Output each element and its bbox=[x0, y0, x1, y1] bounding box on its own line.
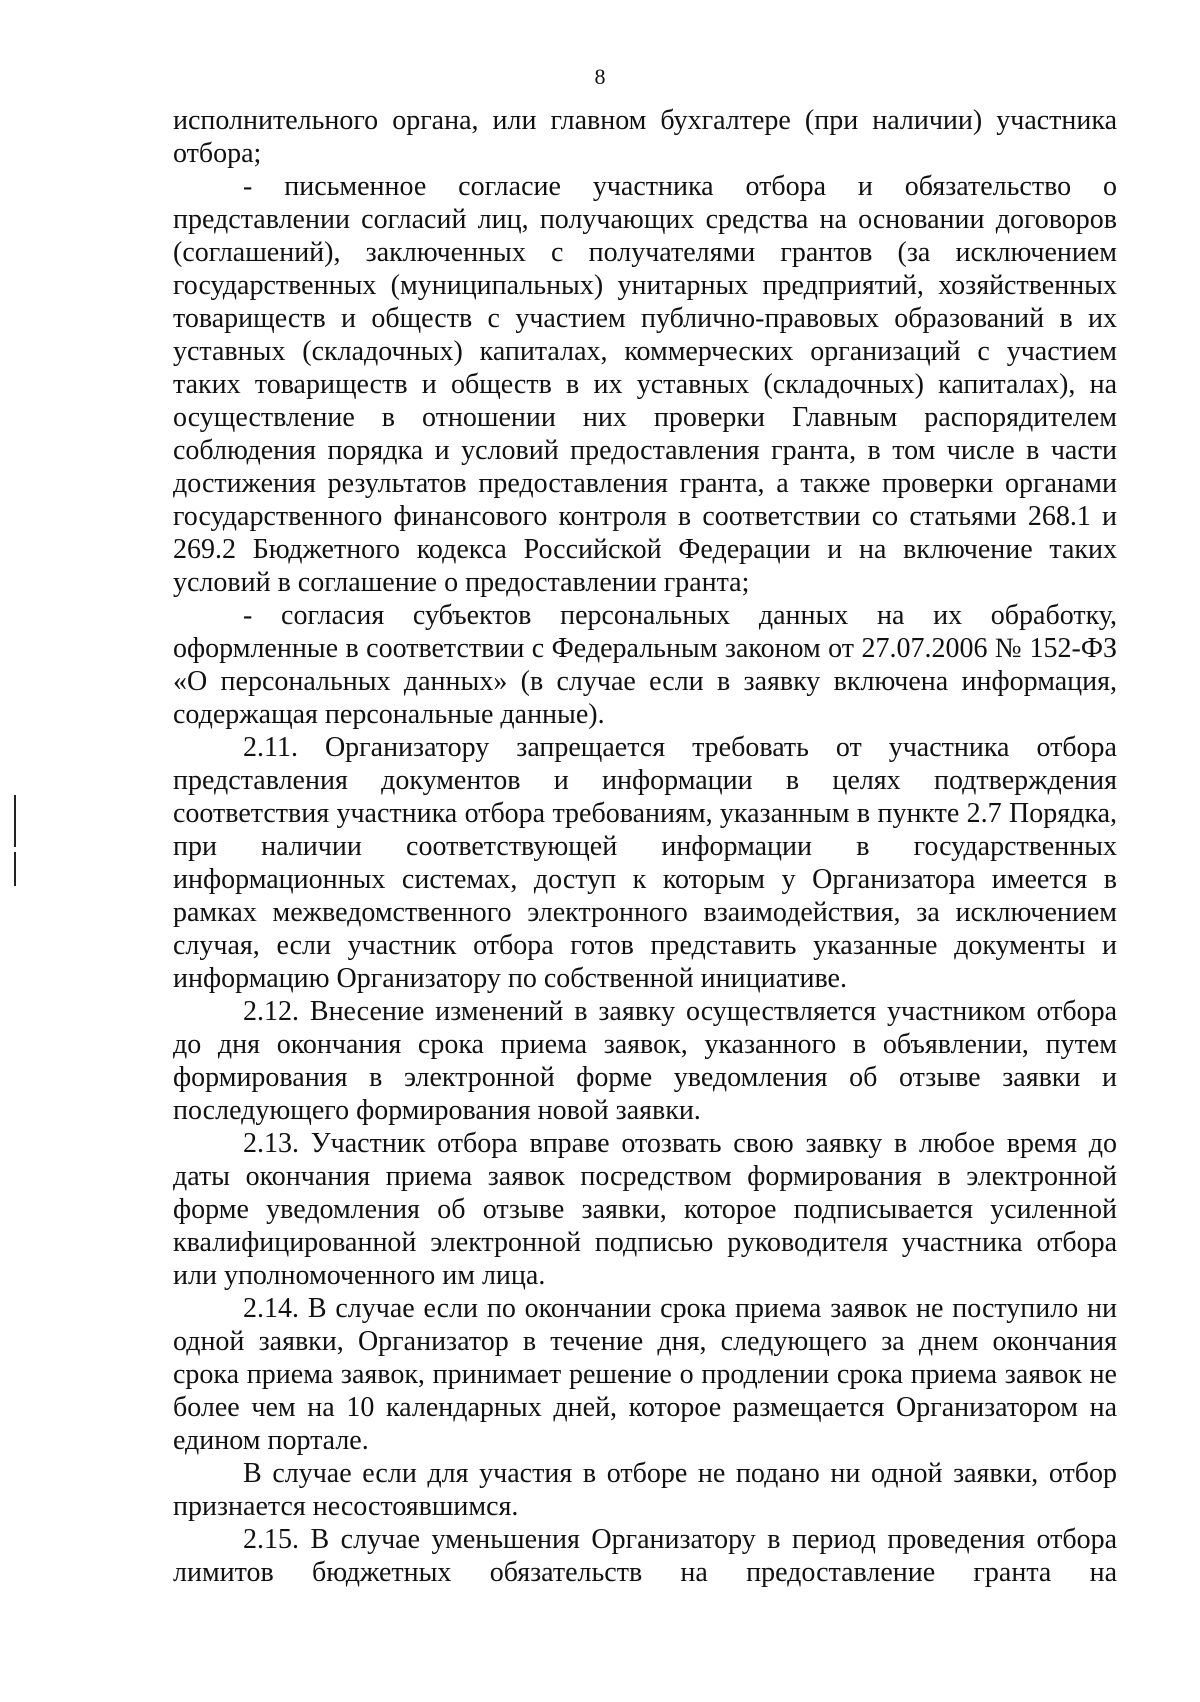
margin-mark bbox=[14, 852, 16, 886]
paragraph-2-12: 2.12. Внесение изменений в заявку осуществляется участником отбора до дня окончания срока приема заявок, указанного в объявлении, путем формирования в электронной форме уведомления об отзыве заявки и последующего формирования новой заявки. bbox=[173, 996, 1117, 1126]
paragraph-2-11: 2.11. Организатору запрещается требовать от участника отбора представления документов и информации в целях подтверждения соответствия участника отбора требованиям, указанным в пункте 2.7 Порядка, при наличии соответствующей информации в государственных информационных системах, доступ к которым у Организатора имеется в рамках межведомственного электронного взаимодействия, за исключением случая, если участник отбора готов представить указанные документы и информацию Организатору по собственной инициативе. bbox=[173, 732, 1117, 994]
paragraph-2-15: 2.15. В случае уменьшения Организатору в период проведения отбора лимитов бюджетных обязательств на предоставление гранта на bbox=[173, 1524, 1117, 1588]
paragraph-no-applications: В случае если для участия в отборе не подано ни одной заявки, отбор признается несостоявшимся. bbox=[173, 1458, 1117, 1522]
paragraph-2-14: 2.14. В случае если по окончании срока приема заявок не поступило ни одной заявки, Организатор в течение дня, следующего за днем окончания срока приема заявок, принимает решение о продлении срока приема заявок не более чем на 10 календарных дней, которое размещается Организатором на едином портале. bbox=[173, 1293, 1117, 1456]
page-number: 8 bbox=[594, 64, 606, 89]
paragraph-continuation: исполнительного органа, или главном бухгалтере (при наличии) участника отбора; bbox=[173, 105, 1117, 169]
paragraph-2-13: 2.13. Участник отбора вправе отозвать свою заявку в любое время до даты окончания приема заявок посредством формирования в электронной форме уведомления об отзыве заявки, которое подписывается усиленной квалифицированной электронной подписью руководителя участника отбора или уполномоченного им лица. bbox=[173, 1128, 1117, 1291]
document-body bbox=[173, 104, 1117, 1589]
margin-mark bbox=[14, 795, 16, 847]
paragraph-consent-obligation: - письменное согласие участника отбора и обязательство о представлении согласий лиц, получающих средства на основании договоров (соглашений), заключенных с получателями грантов (за исключением государственных (муниципальных) унитарных предприятий, хозяйственных товариществ и обществ с участием публично-правовых образований в их уставных (складочных) капиталах, коммерческих организаций с участием таких товариществ и обществ в их уставных (складочных) капиталах), на осуществление в отношении них проверки Главным распорядителем соблюдения порядка и условий предоставления гранта, в том числе в части достижения результатов предоставления гранта, а также проверки органами государственного финансового контроля в соответствии со статьями 268.1 и 269.2 Бюджетного кодекса Российской Федерации и на включение таких условий в соглашение о предоставлении гранта; bbox=[173, 171, 1117, 598]
paragraph-personal-data-consent: - согласия субъектов персональных данных на их обработку, оформленные в соответствии с Федеральным законом от 27.07.2006 № 152-ФЗ «О персональных данных» (в случае если в заявку включена информация, содержащая персональные данные). bbox=[173, 600, 1117, 730]
